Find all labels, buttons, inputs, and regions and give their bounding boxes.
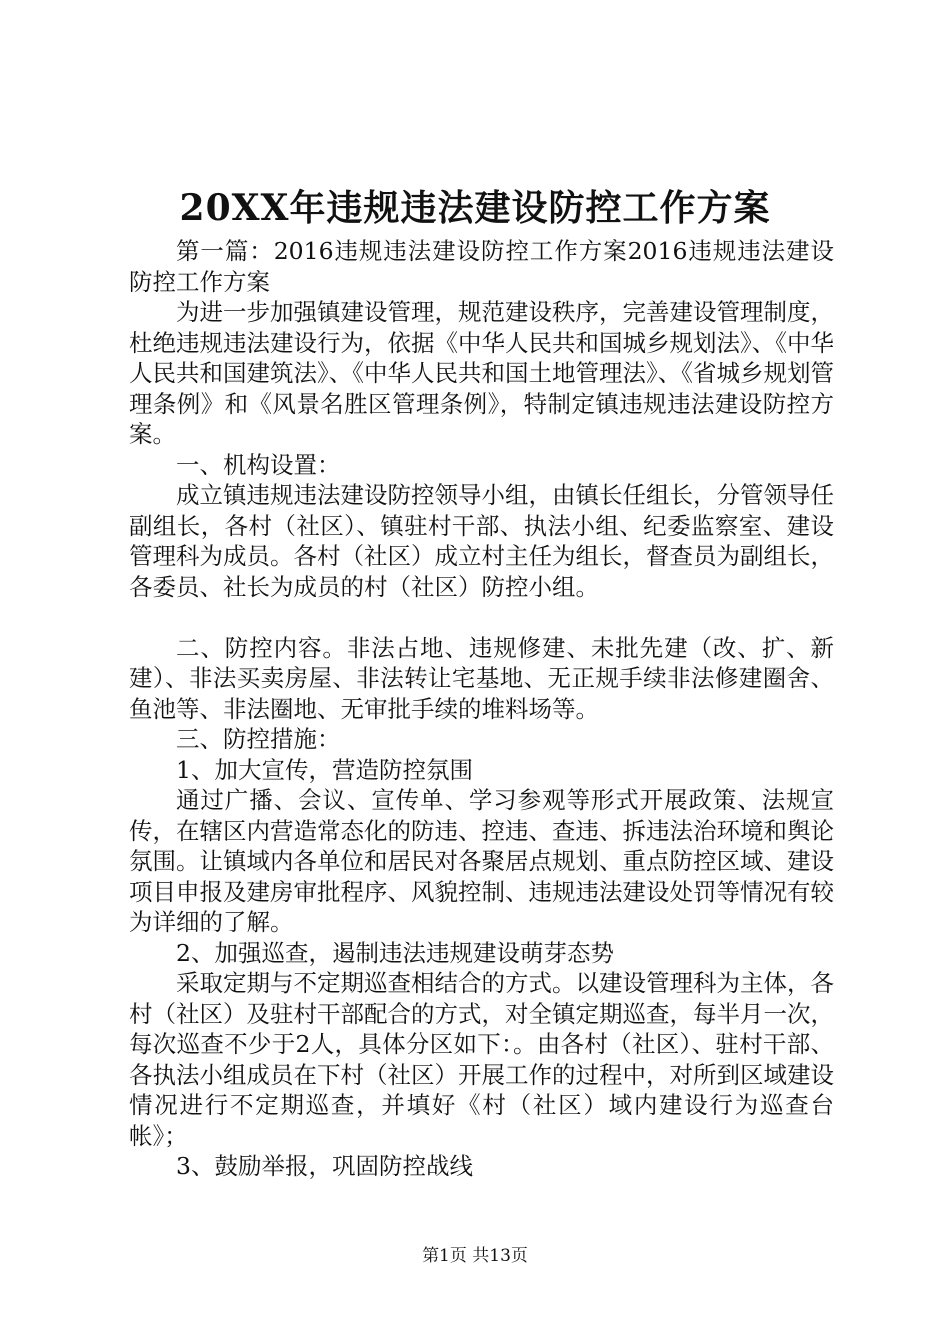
paragraph-measure-1-heading: 1、加大宣传，营造防控氛围 [176,755,473,784]
paragraph-measure-2-body: 采取定期与不定期巡查相结合的方式。以建设管理科为主体，各村（社区）及驻村干部配合的方式，对全镇定期巡查，每半月一次，每次巡查不少于2人，具体分区如下：。由各村（社区）、驻村干部、各执法小组成员在下村（社区）开展工作的过程中，对所到区域建设情况进行不定期巡查，并填好《村（社区）域内建设行为巡查台帐》； [129,969,834,1150]
paragraph-measure-2-heading: 2、加强巡查，遏制违法违规建设萌芽态势 [176,938,614,967]
paragraph-measure-1-body: 通过广播、会议、宣传单、学习参观等形式开展政策、法规宣传，在辖区内营造常态化的防违、控违、查违、拆违法治环境和舆论氛围。让镇域内各单位和居民对各聚居点规划、重点防控区域、建设项目申报及建房审批程序、风貌控制、违规违法建设处罚等情况有较为详细的了解。 [129,786,834,936]
paragraph-section-1-body: 成立镇违规违法建设防控领导小组，由镇长任组长，分管领导任副组长，各村（社区）、镇驻村干部、执法小组、纪委监察室、建设管理科为成员。各村（社区）成立村主任为组长，督查员为副组长，各委员、社长为成员的村（社区）防控小组。 [129,481,834,601]
document-title: 20XX年违规违法建设防控工作方案 [179,187,771,229]
document-body [129,236,834,1182]
paragraph-measure-3-heading: 3、鼓励举报，巩固防控战线 [176,1152,473,1180]
page-number-footer: 第1页 共13页 [422,1246,528,1266]
paragraph-intro: 为进一步加强镇建设管理，规范建设秩序，完善建设管理制度，杜绝违规违法建设行为，依据《中华人民共和国城乡规划法》、《中华人民共和国建筑法》、《中华人民共和国土地管理法》、《省城乡规划管理条例》和《风景名胜区管理条例》，特制定镇违规违法建设防控方案。 [129,298,834,448]
paragraph-section-2: 二、防控内容。非法占地、违规修建、未批先建（改、扩、新建）、非法买卖房屋、非法转让宅基地、无正规手续非法修建圈舍、鱼池等、非法圈地、无审批手续的堆料场等。 [129,633,834,723]
paragraph-chapter-heading: 第一篇：2016违规违法建设防控工作方案2016违规违法建设防控工作方案 [129,237,834,296]
paragraph-section-3-heading: 三、防控措施： [176,725,341,753]
paragraph-section-1-heading: 一、机构设置： [176,450,341,479]
